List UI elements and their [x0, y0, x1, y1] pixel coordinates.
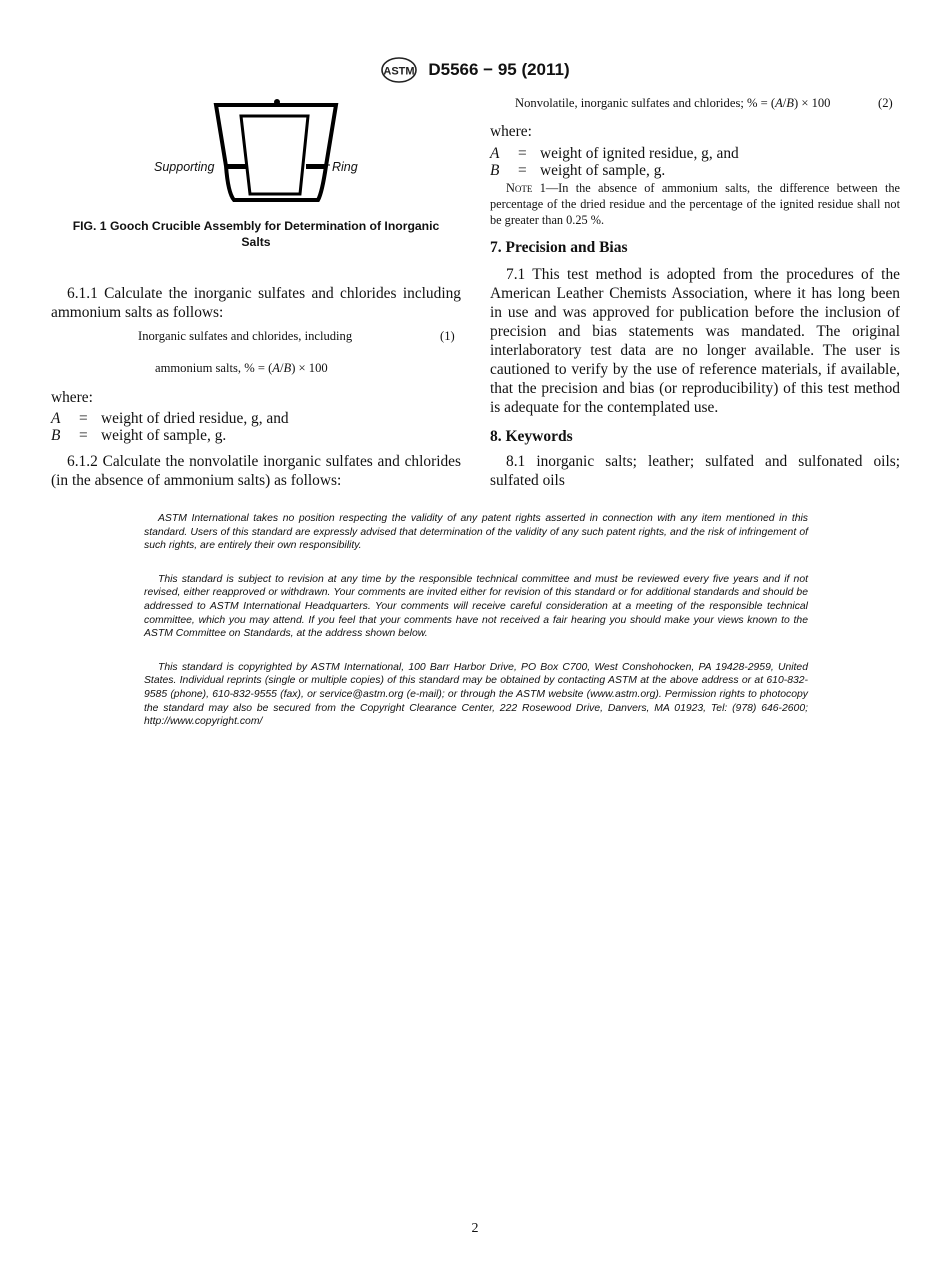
- definition-equals: =: [518, 162, 527, 179]
- eq1-var-a: A: [272, 361, 280, 375]
- eq1-suffix: ) × 100: [291, 361, 328, 375]
- page-header: [0, 56, 950, 84]
- equation-2-number: (2): [878, 96, 893, 110]
- eq1-prefix: ammonium salts, % = (: [155, 361, 273, 375]
- figure-caption-line1: FIG. 1 Gooch Crucible Assembly for Determination of Inorganic: [72, 219, 440, 233]
- logo-text: ASTM: [383, 65, 415, 78]
- definition-row: [490, 145, 739, 162]
- paragraph-8-1: 8.1 inorganic salts; leather; sulfated and sulfonated oils; sulfated oils: [490, 453, 900, 489]
- equation-1-line2: [155, 361, 328, 376]
- note-text: 1—In the absence of ammonium salts, the difference between the percentage of the dried residue and the percentage of the ignited residue shall not be greater than 0.25 %.: [490, 181, 900, 227]
- figure-crucible: [150, 98, 370, 208]
- figure-label-supporting: Supporting: [154, 160, 215, 174]
- figure-caption: [51, 218, 461, 250]
- definition-equals: =: [79, 427, 88, 444]
- where-label-right: where:: [490, 123, 532, 140]
- paragraph-7-1: 7.1 This test method is adopted from the procedures of the American Leather Chemists Association, where it has long been in use and was approved for publication before the inclusion of precision and bias statements was mandated. The original interlaboratory test data are no longer available. The user is cautioned to verify by the use of reference materials, if available, that the precision and bias (or reproducibility) of this test method is adequate for the contemplated use.: [490, 266, 900, 416]
- definition-symbol: A: [490, 145, 500, 162]
- equation-1-number: (1): [440, 329, 455, 343]
- definition-symbol: A: [51, 410, 61, 427]
- definition-text: weight of ignited residue, g, and: [540, 145, 739, 162]
- footer-copyright-notice: This standard is copyrighted by ASTM International, 100 Barr Harbor Drive, PO Box C700, West Conshohocken, PA 19428-2959, United States. Individual reprints (single or multiple copies) of this standard may be obtained by contacting ASTM at the above address or at 610-832-9585 (phone), 610-832-9555 (fax), or service@astm.org (e-mail); or through the ASTM website (www.astm.org). Permission rights to photocopy the standard may also be secured from the Copyright Clearance Center, 222 Rosewood Drive, Danvers, MA 01923, Tel: (978) 646-2600; http://www.copyright.com/: [144, 661, 808, 728]
- document-designation: D5566 − 95 (2011): [428, 60, 570, 79]
- equation-2: [515, 96, 830, 111]
- definition-text: weight of sample, g.: [540, 162, 666, 179]
- paragraph-6-1-1: 6.1.1 Calculate the inorganic sulfates and chlorides including ammonium salts as follows:: [51, 285, 461, 321]
- eq2-slash: /: [782, 96, 787, 110]
- eq1-var-b: B: [283, 361, 292, 375]
- section-heading-7: 7. Precision and Bias: [490, 239, 628, 256]
- footer-revision-notice: This standard is subject to revision at any time by the responsible technical committee and must be reviewed every five years and if not revised, either reapproved or withdrawn. Your comments are invited either for revision of this standard or for additional standards and should be addressed to ASTM International Headquarters. Your comments will receive careful consideration at a meeting of the responsible technical committee, which you may attend. If you feel that your comments have not received a fair hearing you should make your views known to the ASTM Committee on Standards, at the address shown below.: [144, 573, 808, 640]
- eq2-prefix: Nonvolatile, inorganic sulfates and chlorides; % = (: [515, 96, 776, 110]
- section-heading-8: 8. Keywords: [490, 428, 573, 445]
- eq2-var-b: B: [786, 96, 794, 110]
- footer-patent-notice: ASTM International takes no position respecting the validity of any patent rights asserted in connection with any item mentioned in this standard. Users of this standard are expressly advised that determination of the validity of any such patent rights, and the risk of infringement of such rights, are entirely their own responsibility.: [144, 513, 808, 552]
- note-label: Note: [506, 181, 533, 195]
- definition-row: [51, 427, 226, 444]
- astm-logo-icon: [380, 56, 418, 84]
- definition-row: [51, 410, 289, 427]
- definition-row: [490, 162, 665, 179]
- footer-notices: [144, 512, 808, 729]
- figure-caption-line2: Salts: [241, 235, 271, 249]
- paragraph-6-1-2: 6.1.2 Calculate the nonvolatile inorganic sulfates and chlorides (in the absence of ammonium salts) as follows:: [51, 453, 461, 489]
- eq2-var-a: A: [775, 96, 783, 110]
- definition-symbol: B: [490, 162, 500, 179]
- crucible-diagram: [150, 98, 370, 208]
- definition-symbol: B: [51, 427, 61, 444]
- where-label-left: where:: [51, 389, 93, 406]
- eq2-suffix: ) × 100: [793, 96, 831, 110]
- figure-label-ring: Ring: [332, 160, 358, 174]
- note-1: [490, 180, 900, 228]
- equation-1-line1: Inorganic sulfates and chlorides, including: [138, 329, 353, 343]
- definition-equals: =: [518, 145, 527, 162]
- definition-equals: =: [79, 410, 88, 427]
- definition-text: weight of dried residue, g, and: [101, 410, 289, 427]
- page-number: 2: [471, 1221, 479, 1236]
- eq1-slash: /: [280, 361, 284, 375]
- definition-text: weight of sample, g.: [101, 427, 227, 444]
